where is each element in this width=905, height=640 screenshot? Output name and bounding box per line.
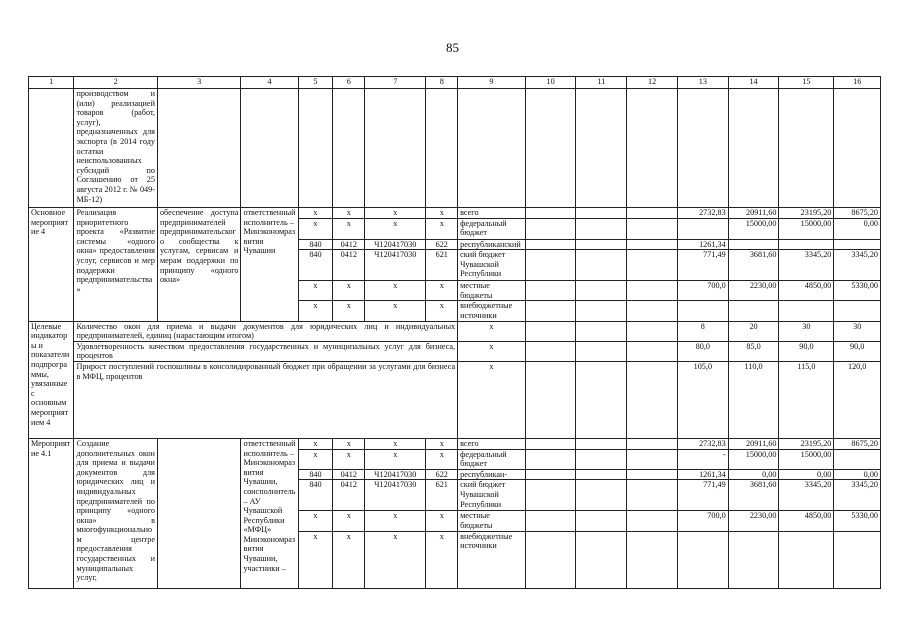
value-2016: 3345,20 [779,480,834,511]
empty-cell [525,281,576,301]
funding-source: ский бюджет Чувашской Республики [458,480,526,511]
column-header: 15 [779,77,834,89]
indicator-2015: 20 [728,321,779,341]
value-2015: 3681,60 [728,480,779,511]
indicator-row [29,361,881,438]
indicator-2015: 110,0 [728,361,779,438]
header-row [29,77,881,89]
funding-source: всего [458,208,526,219]
indicator-row [29,321,881,341]
code-target: x [365,531,426,588]
code-section: 0412 [333,250,365,281]
code-grbs: x [298,449,333,469]
funding-source: всего [458,438,526,449]
indicator-2014: 80,0 [677,341,728,361]
code-expense-type: x [426,531,458,588]
value-2014 [677,218,728,239]
funding-source: федеральный бюджет [458,218,526,239]
empty-cell [525,469,576,480]
value-2015: 20911,60 [728,438,779,449]
empty-cell [576,511,627,531]
empty-cell [525,361,576,438]
indicator-2014: 105,0 [677,361,728,438]
value-2017: 5330,00 [834,281,881,301]
value-2017: 8675,20 [834,438,881,449]
value-2016: 15000,00 [779,218,834,239]
code-section: 0412 [333,480,365,511]
value-2014: 771,49 [677,480,728,511]
indicator-marker: x [458,341,526,361]
main4-name: Реализация приоритетного проекта «Развитие системы «одного окна» предоставления услуг, сервисов и мер поддержки предпринимательства» [74,208,158,322]
value-2017: 3345,20 [834,250,881,281]
code-expense-type: x [426,449,458,469]
empty-cell [525,511,576,531]
empty-cell [576,250,627,281]
indicator-2015: 85,0 [728,341,779,361]
empty-cell [525,250,576,281]
empty-cell [627,531,678,588]
empty-cell [576,321,627,341]
value-2017 [834,449,881,469]
indicator-2016: 30 [779,321,834,341]
empty-cell [627,89,678,208]
empty-cell [525,321,576,341]
page-number: 85 [446,40,459,55]
value-2015: 2230,00 [728,511,779,531]
code-grbs: x [298,301,333,321]
column-header: 14 [728,77,779,89]
value-2014: 1261,34 [677,239,728,250]
indicator-text: Количество окон для приема и выдачи документов для юридических лиц и индивидуальных предпринимателей, единиц (нарастающим итогом) [74,321,458,341]
empty-cell [525,480,576,511]
empty-cell [627,469,678,480]
empty-cell [157,89,241,208]
code-target: x [365,438,426,449]
value-2017 [834,531,881,588]
code-grbs: 840 [298,250,333,281]
column-header: 6 [333,77,365,89]
code-expense-type: 622 [426,469,458,480]
empty-cell [627,341,678,361]
code-section: x [333,511,365,531]
value-2016: 23195,20 [779,208,834,219]
main4-row [29,208,881,219]
column-header: 3 [157,77,241,89]
empty-cell [426,89,458,208]
value-2016: 3345,20 [779,250,834,281]
empty-cell [627,480,678,511]
funding-source: ский бюджет Чувашской Республики [458,250,526,281]
empty-cell [627,438,678,449]
code-grbs: x [298,218,333,239]
code-target: x [365,208,426,219]
empty-cell [525,218,576,239]
column-header: 10 [525,77,576,89]
indicator-marker: x [458,361,526,438]
column-header: 8 [426,77,458,89]
value-2015: 0,00 [728,469,779,480]
value-2016: 4850,00 [779,511,834,531]
column-header: 2 [74,77,158,89]
cell-col2: производством и (или) реализацией товаров (работ, услуг), предназначенных для экспорта (в 2014 году остатки неиспользованных субсидий по Соглашению от 25 августа 2012 г. № 049-МБ-12) [74,89,158,208]
column-header: 5 [298,77,333,89]
value-2017: 0,00 [834,218,881,239]
value-2015: 15000,00 [728,218,779,239]
empty-cell [576,531,627,588]
empty-cell [677,89,728,208]
code-target: Ч120417030 [365,469,426,480]
value-2016 [779,239,834,250]
empty-cell [627,250,678,281]
code-grbs: x [298,511,333,531]
code-section: x [333,438,365,449]
act41-name: Создание дополнительных окон для приема и выдачи документов для юридических лиц и индивидуальных предпринимателей по принципу «одного окна» в многофункциональном центре предоставления государственных и муниципальных услуг, [74,438,158,588]
empty-cell [576,469,627,480]
empty-cell [298,89,333,208]
empty-cell [728,89,779,208]
code-expense-type: x [426,281,458,301]
funding-source: внебюджетные источники [458,531,526,588]
code-section: x [333,281,365,301]
empty-cell [576,449,627,469]
continuation-row [29,89,881,208]
empty-cell [576,438,627,449]
value-2017: 3345,20 [834,480,881,511]
empty-cell [241,89,298,208]
indicator-2016: 90,0 [779,341,834,361]
value-2016: 0,00 [779,469,834,480]
column-header: 13 [677,77,728,89]
code-target: Ч120417030 [365,239,426,250]
code-grbs: 840 [298,480,333,511]
indicator-2017: 30 [834,321,881,341]
empty-cell [365,89,426,208]
code-section: x [333,208,365,219]
value-2015: 20911,60 [728,208,779,219]
code-grbs: 840 [298,469,333,480]
empty-cell [576,239,627,250]
indicator-row [29,341,881,361]
budget-table [28,76,881,589]
code-expense-type: x [426,218,458,239]
value-2015: 2230,00 [728,281,779,301]
value-2017 [834,301,881,321]
value-2016: 15000,00 [779,449,834,469]
value-2015 [728,531,779,588]
value-2017 [834,239,881,250]
code-section: x [333,531,365,588]
empty-cell [525,531,576,588]
code-expense-type: x [426,438,458,449]
empty-cell [458,89,526,208]
empty-cell [627,361,678,438]
value-2016: 4850,00 [779,281,834,301]
column-header: 4 [241,77,298,89]
value-2017: 5330,00 [834,511,881,531]
empty-cell [333,89,365,208]
column-header: 1 [29,77,74,89]
funding-source: республиканский [458,239,526,250]
value-2014 [677,301,728,321]
code-grbs: 840 [298,239,333,250]
indicator-text: Прирост поступлений госпошлины в консолидированный бюджет при обращении за услугами для бизнеса в МФЦ, процентов [74,361,458,438]
empty-cell [525,301,576,321]
indicator-2016: 115,0 [779,361,834,438]
act41-goal [157,438,241,588]
funding-source: федеральный бюджет [458,449,526,469]
value-2016 [779,301,834,321]
main4-executor: ответственный исполнитель – Минэкономразвития Чувашии [241,208,298,322]
value-2014: 2732,83 [677,208,728,219]
value-2017: 0,00 [834,469,881,480]
act41-executor: ответственный исполнитель – Минэкономразвития Чувашии, соисполнитель – АУ Чувашской Республики «МФЦ» Минэкономразвития Чувашии, участники – [241,438,298,588]
value-2014: 700,0 [677,511,728,531]
empty-cell [627,239,678,250]
empty-cell [627,218,678,239]
empty-cell [627,208,678,219]
code-expense-type: 622 [426,239,458,250]
code-target: Ч120417030 [365,480,426,511]
empty-cell [525,449,576,469]
column-header: 11 [576,77,627,89]
empty-cell [576,281,627,301]
empty-cell [525,239,576,250]
code-target: Ч120417030 [365,250,426,281]
code-grbs: x [298,208,333,219]
empty-cell [627,301,678,321]
indicators-title: Целевые индикаторы и показатели подпрограммы, увязанные с основным мероприятием 4 [29,321,74,438]
act41-row [29,438,881,449]
empty-cell [576,361,627,438]
funding-source: местные бюджеты [458,281,526,301]
value-2016: 23195,20 [779,438,834,449]
value-2015 [728,301,779,321]
empty-cell [576,301,627,321]
empty-cell [627,511,678,531]
value-2016 [779,531,834,588]
value-2015: 15000,00 [728,449,779,469]
empty-cell [576,208,627,219]
code-section: x [333,301,365,321]
value-2014 [677,531,728,588]
indicator-text: Удовлетворенность качеством предоставления государственных и муниципальных услуг для бизнеса, процентов [74,341,458,361]
code-grbs: x [298,281,333,301]
code-expense-type: 621 [426,480,458,511]
value-2014: - [677,449,728,469]
code-section: 0412 [333,469,365,480]
value-2014: 2732,83 [677,438,728,449]
empty-cell [627,449,678,469]
empty-cell [576,89,627,208]
code-section: 0412 [333,239,365,250]
code-expense-type: x [426,511,458,531]
empty-cell [576,480,627,511]
column-header: 16 [834,77,881,89]
empty-cell [525,208,576,219]
code-expense-type: 621 [426,250,458,281]
empty-cell [525,438,576,449]
indicator-2017: 120,0 [834,361,881,438]
funding-source: республикан- [458,469,526,480]
value-2015: 3681,60 [728,250,779,281]
value-2015 [728,239,779,250]
empty-cell [525,89,576,208]
code-target: x [365,449,426,469]
indicator-2014: 8 [677,321,728,341]
code-section: x [333,218,365,239]
indicator-2017: 90,0 [834,341,881,361]
code-grbs: x [298,438,333,449]
act41-title: Мероприятие 4.1 [29,438,74,588]
value-2014: 771,49 [677,250,728,281]
empty-cell [779,89,834,208]
main4-title: Основное мероприятие 4 [29,208,74,322]
code-expense-type: x [426,208,458,219]
column-header: 9 [458,77,526,89]
empty-cell [627,321,678,341]
code-target: x [365,218,426,239]
column-header: 12 [627,77,678,89]
cell-col1 [29,89,74,208]
code-target: x [365,511,426,531]
main4-goal: обеспечение доступа предпринимателей предпринимательского сообщества к услугам, сервисам и мерам поддержки по принципу «одного окна» [157,208,241,322]
empty-cell [576,341,627,361]
value-2014: 700,0 [677,281,728,301]
empty-cell [627,281,678,301]
empty-cell [576,218,627,239]
code-section: x [333,449,365,469]
empty-cell [525,341,576,361]
empty-cell [834,89,881,208]
funding-source: местные бюджеты [458,511,526,531]
code-target: x [365,281,426,301]
code-target: x [365,301,426,321]
indicator-marker: x [458,321,526,341]
value-2017: 8675,20 [834,208,881,219]
code-grbs: x [298,531,333,588]
value-2014: 1261,34 [677,469,728,480]
code-expense-type: x [426,301,458,321]
column-header: 7 [365,77,426,89]
funding-source: внебюджетные источники [458,301,526,321]
